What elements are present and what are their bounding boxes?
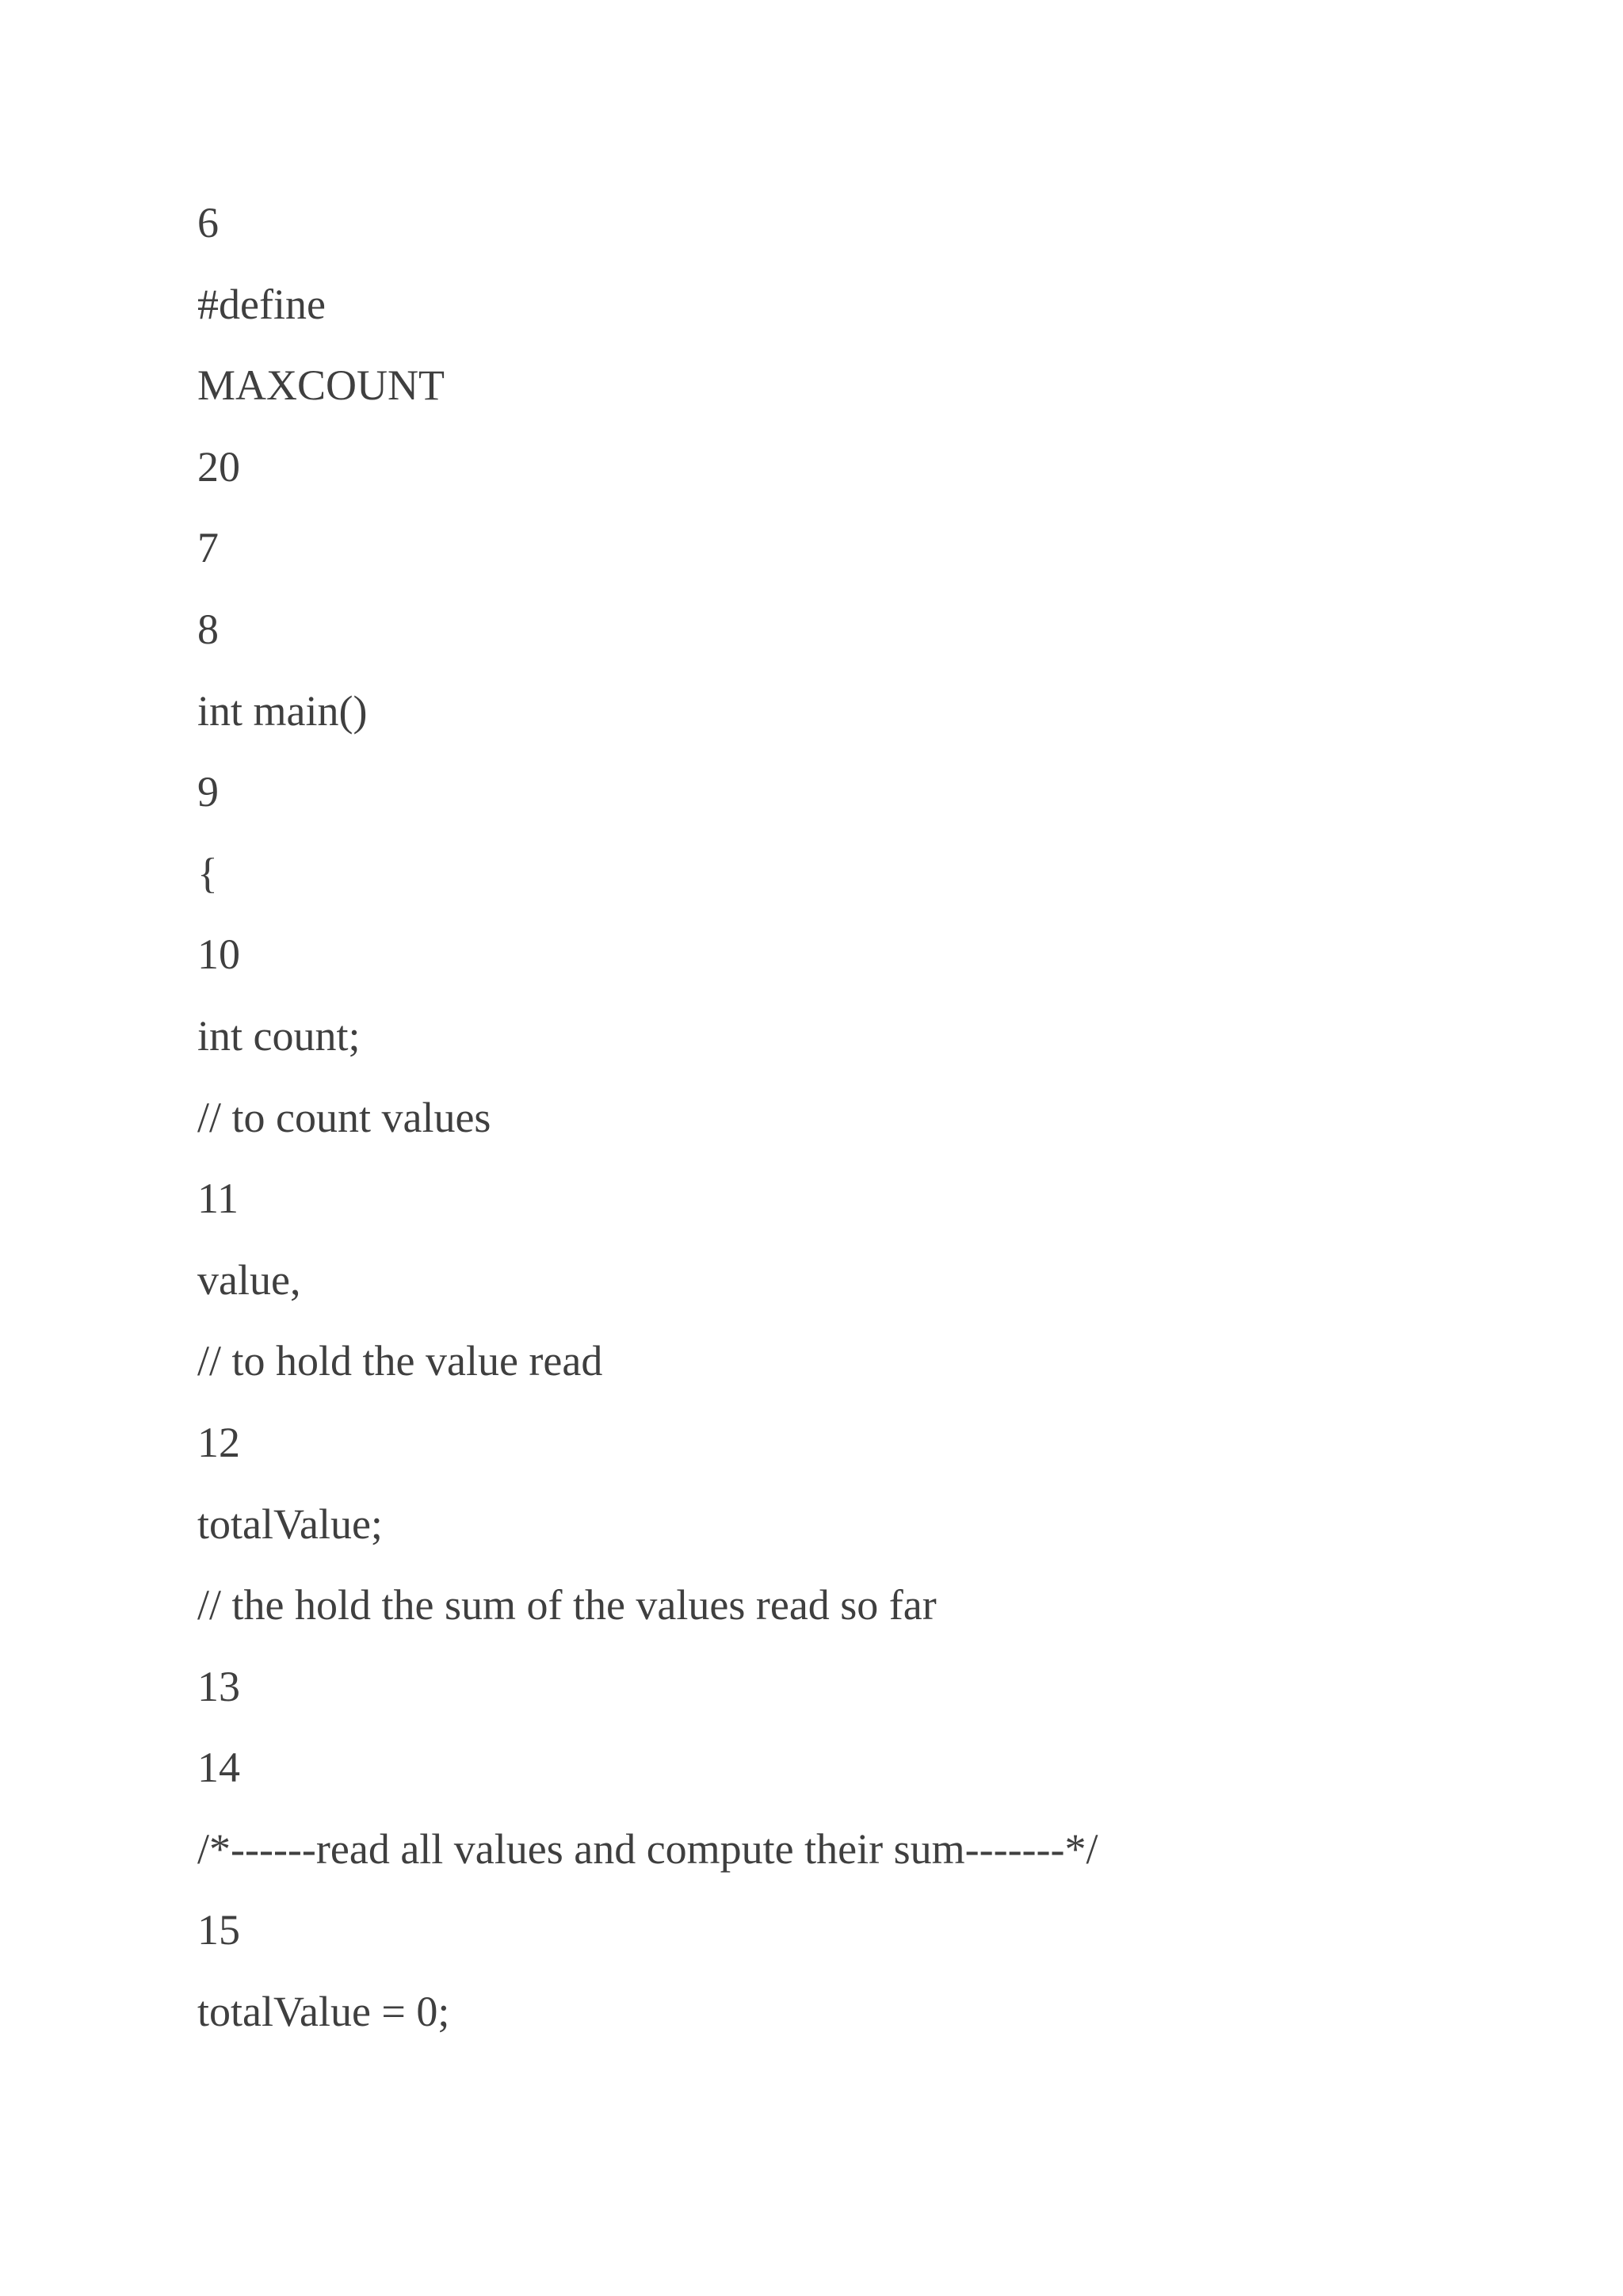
code-line: totalValue; [197, 1499, 383, 1548]
line-number: 12 [197, 1418, 240, 1466]
line-number: 10 [197, 930, 240, 979]
code-comment: /*------read all values and compute their sum-------*/ [197, 1824, 1098, 1873]
code-line: #define [197, 280, 326, 328]
code-line: MAXCOUNT [197, 361, 445, 410]
line-number: 14 [197, 1744, 240, 1792]
code-line: totalValue = 0; [197, 1988, 450, 2036]
code-listing [197, 195, 1098, 2065]
code-comment: // to hold the value read [197, 1337, 603, 1385]
line-number: 11 [197, 1175, 239, 1223]
code-line: int count; [197, 1011, 361, 1060]
line-number: 9 [197, 768, 219, 816]
line-number: 13 [197, 1662, 240, 1710]
line-number: 8 [197, 605, 219, 653]
code-line: value, [197, 1255, 301, 1304]
code-line: 20 [197, 442, 240, 491]
code-comment: // the hold the sum of the values read so far [197, 1581, 937, 1629]
line-number: 6 [197, 199, 219, 246]
line-number: 15 [197, 1906, 240, 1954]
code-line: int main() [197, 686, 368, 735]
code-line: { [197, 849, 218, 897]
code-comment: // to count values [197, 1093, 491, 1141]
line-number: 7 [197, 524, 219, 572]
